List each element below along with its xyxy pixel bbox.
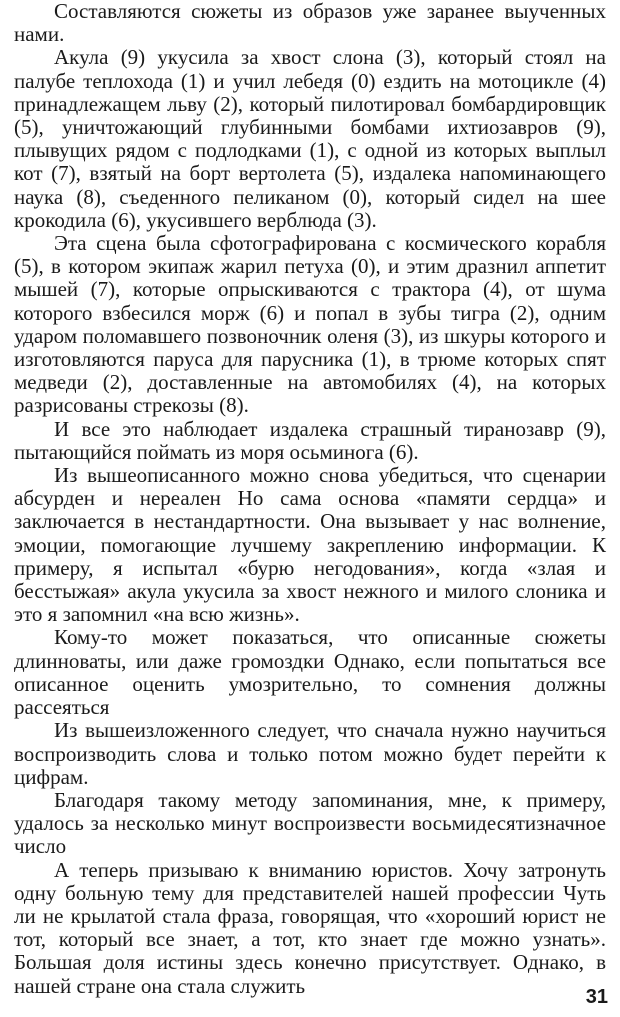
page-body bbox=[14, 0, 606, 998]
paragraph-8: Благодаря такому методу запоминания, мне, к примеру, удалось за несколько минут воспроизвести восьмидесятизначное число bbox=[14, 787, 606, 859]
paragraph-6: Кому-то может показаться, что описанные сюжеты длинноваты, или даже громоздки Однако, если попытаться все описанное оценить умозрительно, то сомнения должны рассеяться bbox=[14, 625, 606, 720]
paragraph-9: А теперь призываю к вниманию юристов. Хочу затронуть одну больную тему для представителей нашей профессии Чуть ли не крылатой стала фраза, говорящая, что «хороший юрист не тот, который все знает, а тот, кто знает где можно узнать». Большая доля истины здесь конечно присутствует. Однако, в нашей стране она стала служить bbox=[14, 857, 606, 998]
paragraph-2: Акула (9) укусила за хвост слона (3), который стоял на палубе теплохода (1) и учил лебедя (0) ездить на мотоцикле (4) принадлежащем льву (2), который пилотировал бомбардировщик (5), уничтожающий глубинными бомбами ихтиозавров (9), плывущих рядом с подлодками (1), с одной из которых выплыл кот (7), взятый на борт вертолета (5), издалека напоминающего наука (8), съеденного пеликаном (0), который сидел на шее крокодила (6), укусившего верблюда (3). bbox=[14, 45, 606, 232]
paragraph-7: Из вышеизложенного следует, что сначала нужно научиться воспроизводить слова и только потом можно будет перейти к цифрам. bbox=[14, 718, 606, 789]
paragraph-5: Из вышеописанного можно снова убедиться, что сценарии абсурден и нереален Но сама основа «памяти сердца» и заключается в нестандартности. Она вызывает у нас волнение, эмоции, помогающие лучшему закреплению информации. К примеру, я испытал «бурю негодования», когда «злая и бесстыжая» акула укусила за хвост нежного и милого слоника и это я запомнил «на всю жизнь». bbox=[14, 463, 606, 627]
paragraph-1: Составляются сюжеты из образов уже заранее выученных нами. bbox=[14, 0, 606, 47]
paragraph-3: Эта сцена была сфотографирована с космического корабля (5), в котором экипаж жарил петуха (0), и этим дразнил аппетит мышей (7), которые опрыскиваются с трактора (4), от шума которого взбесился морж (6) и попал в зубы тигра (2), одним ударом поломавшего позвоночник оленя (3), из шкуры которого и изготовляются паруса для парусника (1), в трюме которых спят медведи (2), доставленные на автомобилях (4), на которых разрисованы стрекозы (8). bbox=[14, 231, 606, 418]
page-number: 31 bbox=[585, 986, 608, 1008]
paragraph-4: И все это наблюдает издалека страшный тиранозавр (9), пытающийся поймать из моря осьминога (6). bbox=[14, 416, 606, 464]
